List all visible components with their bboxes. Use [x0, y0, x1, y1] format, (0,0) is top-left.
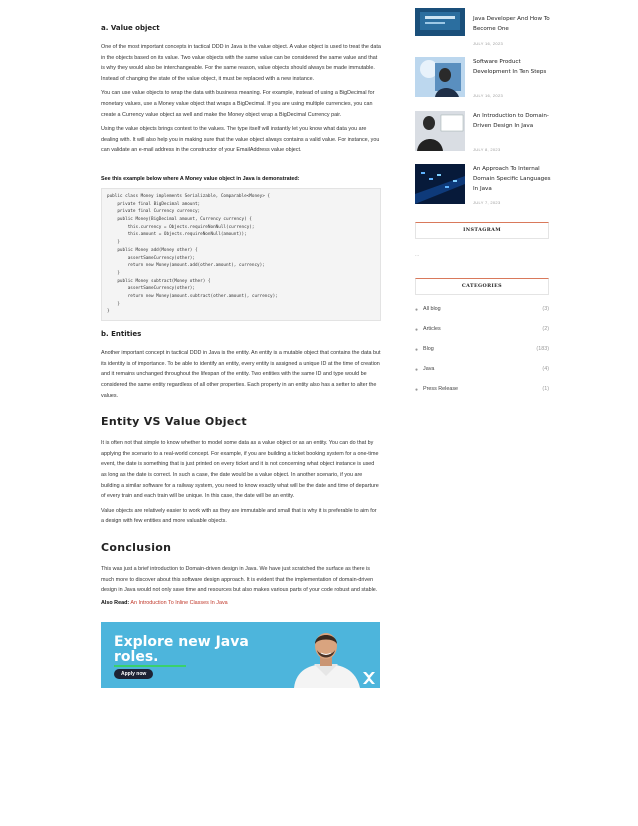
category-count: (1) [542, 386, 549, 392]
category-item[interactable] [415, 326, 549, 346]
conclusion-heading: Conclusion [101, 540, 172, 554]
bullet-icon: ● [415, 307, 419, 313]
category-name[interactable]: Blog [423, 346, 434, 352]
recent-post-4[interactable] [415, 164, 549, 212]
also-read-link[interactable]: An Introduction To Inline Classes In Java [130, 599, 228, 606]
entities-paragraph: Another important concept in tactical DDD in Java is the entity. An entity is a mutable object that contains the data but its identity is of importance. To be able to identify an entity, every entity is assigned a unique ID at the time of creation and it remains unchanged throughout the lifespan of the entity. Two entities with the same ID and type would be considered the same entity regardless of all other properties. Each property in an entity also has a setter to alter the values. [101, 350, 381, 399]
category-name[interactable]: All blog [423, 306, 441, 312]
categories-list [415, 306, 549, 406]
recent-post-2[interactable] [415, 57, 549, 105]
post-thumbnail-3 [415, 111, 465, 151]
instagram-placeholder: ... [415, 252, 420, 258]
x-logo-icon [362, 671, 376, 685]
category-count: (3) [542, 306, 549, 312]
also-read-label: Also Read: [101, 599, 130, 606]
entity-vs-value-paragraph-2: Value objects are relatively easier to work with as they are immutable and small that is why it is preferable to aim for a design with few entities and more valuable objects. [101, 507, 377, 525]
recent-post-date-2: JULY 16, 2023 [473, 93, 503, 98]
banner-title: Explore new Java roles. [114, 633, 249, 665]
apply-now-button[interactable]: Apply now [114, 669, 153, 679]
value-object-paragraph-3: Using the value objects brings context to the values. The type itself will instantly let you know what data you are dealing with. It will also help you in making sure that the value object always contains a valid value. For instance, you can validate an e-mail address in the constructor of your EmailAddress value object. [101, 126, 380, 154]
job-banner[interactable] [101, 622, 380, 688]
entities-heading: b. Entities [101, 330, 142, 339]
category-name[interactable]: Java [423, 366, 435, 372]
recent-post-3[interactable] [415, 111, 549, 159]
bullet-icon: ● [415, 367, 419, 373]
entity-vs-value-paragraph-1: It is often not that simple to know whether to model some data as a value object or as an entity. You can do that by applying the scenario to a real-world concept. For example, if you are building a ticket booking system for a one-time event, the date is something that is just printed on every ticket and it is not concerning what object instance is used as long as the date is correct. In such a case, the date would be a value object. In another scenario, if you are building a similar software for a railway system, you need to know exactly what will be the date and time of departure of every train and each train will be unique. In this case, the date will be an entity. [101, 440, 379, 500]
example-note: See this example below where A Money value object in Java is demonstrated: [101, 175, 300, 182]
money-code-block: public class Money implements Serializable, Comparable<Money> { private final BigDecimal amount; private final Currency currency; public Money(BigDecimal amount, Currency currency) { this.currency = Objects.requireNonNull(currency); this.amount = Objects.requireNonNull(amount)); } public Money add(Money other) { assertSameCurrency(other); return new Money(amount.add(other.amount), currency); } public Money subtract(Money other) { assertSameCurrency(other); return new Money(amount.subtract(other.amount), currency); } } [101, 188, 381, 321]
article-body [101, 24, 381, 688]
post-thumbnail-2 [415, 57, 465, 97]
category-count: (2) [542, 326, 549, 332]
post-thumbnail-4 [415, 164, 465, 204]
conclusion-paragraph: This was just a brief introduction to Domain-driven design in Java. We have just scratched the surface as there is much more to discover about this software design approach. It is evident that the implementation of domain-driven design in Java would not only save time and resources but also makes various parts of your code robust and stable. [101, 565, 378, 594]
bullet-icon: ● [415, 327, 419, 333]
bullet-icon: ● [415, 387, 419, 393]
recent-post-title-3[interactable]: An Introduction to Domain-Driven Design In Java [473, 113, 549, 129]
value-object-heading: a. Value object [101, 24, 160, 32]
person-photo [276, 622, 376, 688]
bullet-icon: ● [415, 347, 419, 353]
value-object-paragraph-1: One of the most important concepts in tactical DDD in Java is the value object. A value object is used to treat the data in the objects based on its value. Two value objects with the same value can be considered the same value and that is why they would also be interchangeable. For the same reason, value objects should always be made immutable. Instead of changing the state of the value object, it must be replaced with a new instance. [101, 44, 381, 82]
post-thumbnail-1 [415, 8, 465, 36]
entity-vs-value-heading: Entity VS Value Object [101, 415, 247, 429]
also-read [101, 600, 381, 606]
recent-post-date-4: JULY 7, 2023 [473, 200, 501, 205]
category-name[interactable]: Articles [423, 326, 441, 332]
recent-post-1[interactable] [415, 8, 549, 56]
instagram-widget-title: INSTAGRAM [415, 222, 549, 239]
category-count: (4) [542, 366, 549, 372]
categories-widget-title: CATEGORIES [415, 278, 549, 295]
category-item[interactable] [415, 346, 549, 366]
category-item[interactable] [415, 386, 549, 406]
category-count: (183) [536, 346, 549, 352]
banner-underline [114, 665, 186, 667]
recent-post-date-3: JULY 8, 2023 [473, 147, 501, 152]
recent-post-title-4[interactable]: An Approach To Internal Domain Specific Languages In Java [473, 166, 551, 192]
category-item[interactable] [415, 366, 549, 386]
recent-post-date-1: JULY 16, 2023 [473, 41, 503, 46]
value-object-paragraph-2: You can use value objects to wrap the data with business meaning. For example, instead of using a BigDecimal for monetary values, use a Money value object that wraps a BigDecimal. If you are using multiple currencies, you can create a Currency value object as well and make the Money object wrap a BigDecimal Currency pair. [101, 90, 375, 118]
category-item[interactable] [415, 306, 549, 326]
category-name[interactable]: Press Release [423, 386, 459, 392]
recent-post-title-1[interactable]: Java Developer And How To Become One [473, 16, 550, 32]
recent-post-title-2[interactable]: Software Product Development In Ten Steps [473, 59, 547, 75]
